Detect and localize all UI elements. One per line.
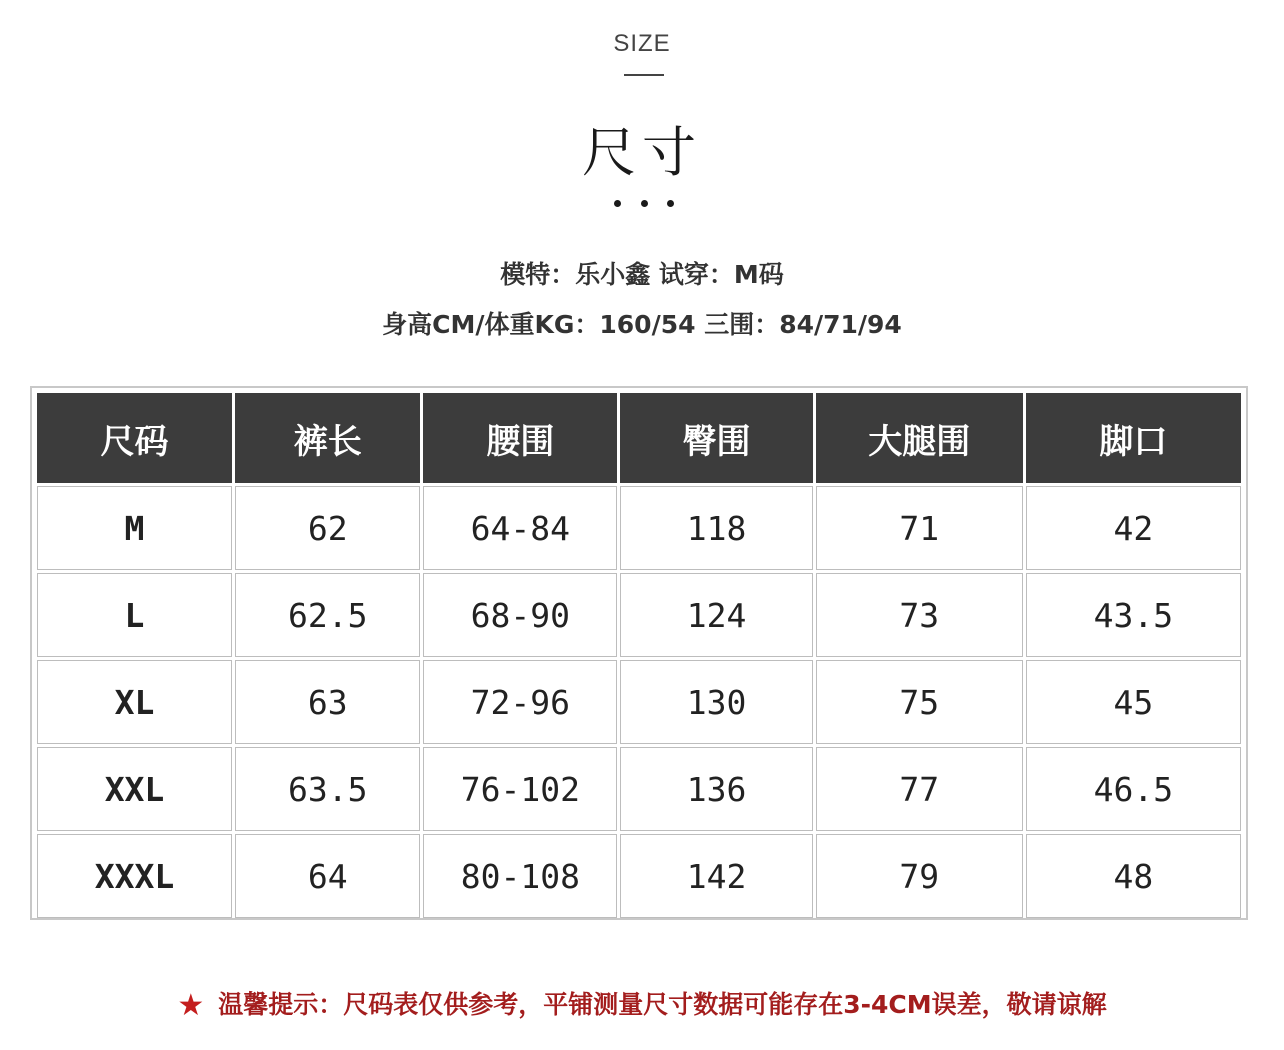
column-header: 脚口 bbox=[1026, 393, 1241, 483]
table-cell: 64-84 bbox=[423, 486, 617, 570]
size-label: SIZE bbox=[613, 30, 671, 57]
table-cell: 43.5 bbox=[1026, 573, 1241, 657]
size-cell: L bbox=[37, 573, 232, 657]
table-cell: 77 bbox=[816, 747, 1023, 831]
notice-text: 温馨提示：尺码表仅供参考，平铺测量尺寸数据可能存在3-4CM误差，敬请谅解 bbox=[218, 990, 1107, 1019]
column-header: 大腿围 bbox=[816, 393, 1023, 483]
size-cell: XL bbox=[37, 660, 232, 744]
model-measurements: 身高CM/体重KG：160/54 三围：84/71/94 bbox=[382, 310, 902, 339]
table-row bbox=[37, 747, 1241, 831]
table-cell: 42 bbox=[1026, 486, 1241, 570]
table-cell: 62 bbox=[235, 486, 420, 570]
size-cell: M bbox=[37, 486, 232, 570]
table-header-row bbox=[37, 393, 1241, 483]
star-icon: ★ bbox=[177, 988, 205, 1023]
table-cell: 136 bbox=[620, 747, 813, 831]
page-title: 尺寸 bbox=[582, 121, 702, 184]
table-cell: 80-108 bbox=[423, 834, 617, 918]
table-cell: 63.5 bbox=[235, 747, 420, 831]
table-cell: 63 bbox=[235, 660, 420, 744]
table-cell: 124 bbox=[620, 573, 813, 657]
table-cell: 71 bbox=[816, 486, 1023, 570]
size-table-container bbox=[30, 386, 1248, 920]
size-table bbox=[34, 390, 1244, 921]
table-cell: 68-90 bbox=[423, 573, 617, 657]
table-cell: 130 bbox=[620, 660, 813, 744]
column-header: 腰围 bbox=[423, 393, 617, 483]
table-cell: 118 bbox=[620, 486, 813, 570]
table-row bbox=[37, 660, 1241, 744]
column-header: 尺码 bbox=[37, 393, 232, 483]
table-cell: 142 bbox=[620, 834, 813, 918]
table-cell: 76-102 bbox=[423, 747, 617, 831]
ellipsis-decoration bbox=[614, 200, 674, 210]
table-cell: 46.5 bbox=[1026, 747, 1241, 831]
table-row bbox=[37, 573, 1241, 657]
column-header: 臀围 bbox=[620, 393, 813, 483]
size-notice bbox=[0, 985, 1284, 1023]
table-cell: 48 bbox=[1026, 834, 1241, 918]
table-cell: 64 bbox=[235, 834, 420, 918]
table-row bbox=[37, 486, 1241, 570]
dot bbox=[614, 200, 621, 207]
table-cell: 75 bbox=[816, 660, 1023, 744]
table-row bbox=[37, 834, 1241, 918]
table-cell: 45 bbox=[1026, 660, 1241, 744]
table-cell: 62.5 bbox=[235, 573, 420, 657]
dot bbox=[641, 200, 648, 207]
size-cell: XXXL bbox=[37, 834, 232, 918]
table-cell: 73 bbox=[816, 573, 1023, 657]
table-cell: 79 bbox=[816, 834, 1023, 918]
size-divider bbox=[624, 74, 664, 76]
model-info: 模特：乐小鑫 试穿：M码 bbox=[500, 260, 784, 289]
table-cell: 72-96 bbox=[423, 660, 617, 744]
column-header: 裤长 bbox=[235, 393, 420, 483]
dot bbox=[667, 200, 674, 207]
size-cell: XXL bbox=[37, 747, 232, 831]
